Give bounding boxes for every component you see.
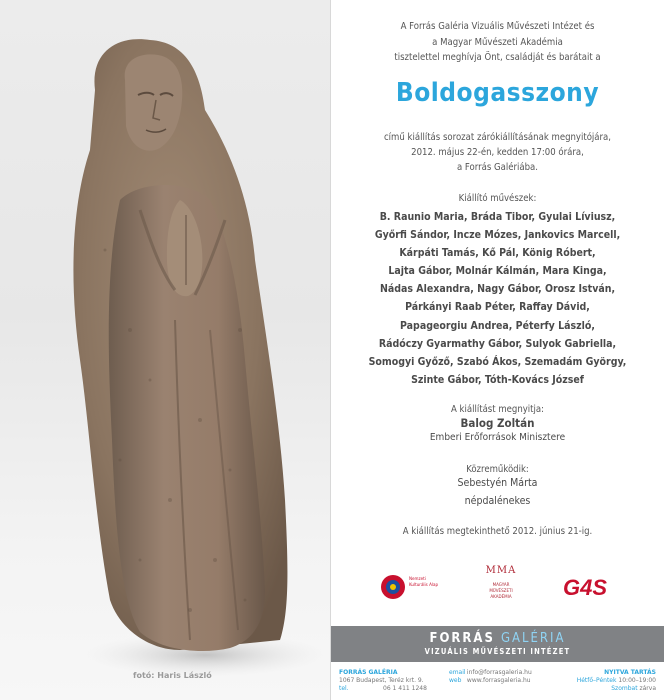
- artists-line: Papageorgiu Andrea, Péterfy László,: [400, 319, 595, 332]
- intro-text: [331, 19, 664, 66]
- g4s-logo: G4S: [563, 575, 608, 600]
- artists-line: Szinte Gábor, Tóth-Kovács József: [411, 373, 584, 386]
- mma-logo-line: AKADÉMIA: [490, 595, 512, 600]
- event-details: [331, 130, 664, 175]
- weekday-label: Hétfő–Péntek: [576, 677, 617, 684]
- footer-web-row: [449, 677, 532, 685]
- contact-footer: [331, 667, 664, 700]
- footer-address: 1067 Budapest, Teréz krt. 9.: [339, 677, 424, 684]
- footer-saturday-row: [566, 685, 656, 693]
- mma-logo: [477, 565, 525, 613]
- artists-line: Lajta Gábor, Molnár Kálmán, Mara Kinga,: [388, 265, 607, 278]
- artists-list: [331, 208, 664, 389]
- saturday-label: Szombat: [611, 685, 638, 692]
- details-line: című kiállítás sorozat zárókiállításának megnyitójára,: [383, 132, 612, 143]
- opening-label: A kiállítást megnyitja:: [450, 404, 545, 415]
- gallery-banner: [331, 626, 664, 662]
- footer-email-row: [449, 669, 532, 677]
- photo-credit: fotó: Haris László: [133, 671, 212, 680]
- artists-line: Somogyi Győző, Szabó Ákos, Szemadám György,: [368, 355, 627, 368]
- opener-role: Emberi Erőforrások Minisztere: [429, 432, 566, 443]
- artists-line: B. Raunio Maria, Bráda Tibor, Gyulai Líviusz,: [379, 211, 616, 223]
- footer-web[interactable]: www.forrasgaleria.hu: [466, 677, 531, 684]
- intro-line: a Magyar Művészeti Akadémia: [432, 36, 563, 48]
- web-label: web: [449, 677, 462, 684]
- banner-title-main: FORRÁS: [429, 631, 495, 646]
- artists-line: Győrfi Sándor, Incze Mózes, Jankovics Marcell,: [374, 229, 621, 242]
- nka-logo: [379, 567, 439, 611]
- weekday-hours: 10:00–19:00: [618, 677, 656, 684]
- footer-gallery-name: FORRÁS GALÉRIA: [339, 669, 398, 676]
- invitation-panel: [331, 0, 664, 700]
- details-line: a Forrás Galériába.: [456, 162, 538, 173]
- intro-line: tisztelettel meghívja Önt, családját és barátait a: [394, 52, 601, 63]
- artists-line: Párkányi Raab Péter, Raffay Dávid,: [405, 301, 590, 314]
- banner-title: [331, 626, 664, 646]
- performer-name: Sebestyén Márta: [457, 477, 538, 489]
- opener-name: Balog Zoltán: [460, 416, 535, 430]
- mma-logo-line: MAGYAR: [492, 583, 510, 588]
- intro-line: A Forrás Galéria Vizuális Művészeti Intézet és: [400, 21, 595, 32]
- footer-phone: 06 1 411 1248: [383, 685, 427, 692]
- tel-label: tel.: [339, 685, 349, 692]
- cooperation-label: Közreműködik:: [466, 464, 529, 475]
- banner-title-accent: GALÉRIA: [500, 631, 566, 646]
- footer-phone-row: [339, 685, 427, 693]
- sponsor-logos: [331, 565, 664, 613]
- saturday-hours: zárva: [639, 685, 656, 692]
- exhibition-until: A kiállítás megtekinthető 2012. június 21-ig.: [402, 526, 593, 537]
- artists-line: Kárpáti Tamás, Kő Pál, König Róbert,: [399, 247, 596, 260]
- exhibition-title: Boldogasszony: [395, 78, 600, 108]
- artists-line: Rádóczy Gyarmathy Gábor, Sulyok Gabriella,: [378, 337, 617, 350]
- footer-email[interactable]: info@forrasgaleria.hu: [466, 669, 532, 676]
- email-label: email: [449, 669, 466, 676]
- banner-subtitle: VIZUÁLIS MŰVÉSZETI INTÉZET: [424, 647, 571, 656]
- artists-line: Nádas Alexandra, Nagy Gábor, Orosz István,: [379, 283, 616, 296]
- mma-logo-line: MŰVÉSZETI: [489, 589, 513, 594]
- nka-logo-text: Nemzeti Kulturális Alap: [409, 577, 439, 588]
- details-line: 2012. május 22-én, kedden 17:00 órára,: [411, 147, 584, 158]
- performer-role: népdalénekes: [464, 495, 531, 507]
- footer-address-block: [339, 669, 427, 693]
- artists-label: Kiállító művészek:: [458, 193, 537, 204]
- footer-hours-block: [566, 669, 656, 693]
- footer-online-block: [449, 669, 532, 685]
- statue-illustration: [0, 0, 330, 700]
- mma-logo-mark: MMA: [485, 565, 517, 576]
- footer-hours-title: NYITVA TARTÁS: [604, 669, 656, 676]
- statue-photo: [0, 0, 330, 700]
- footer-weekday-row: [566, 677, 656, 685]
